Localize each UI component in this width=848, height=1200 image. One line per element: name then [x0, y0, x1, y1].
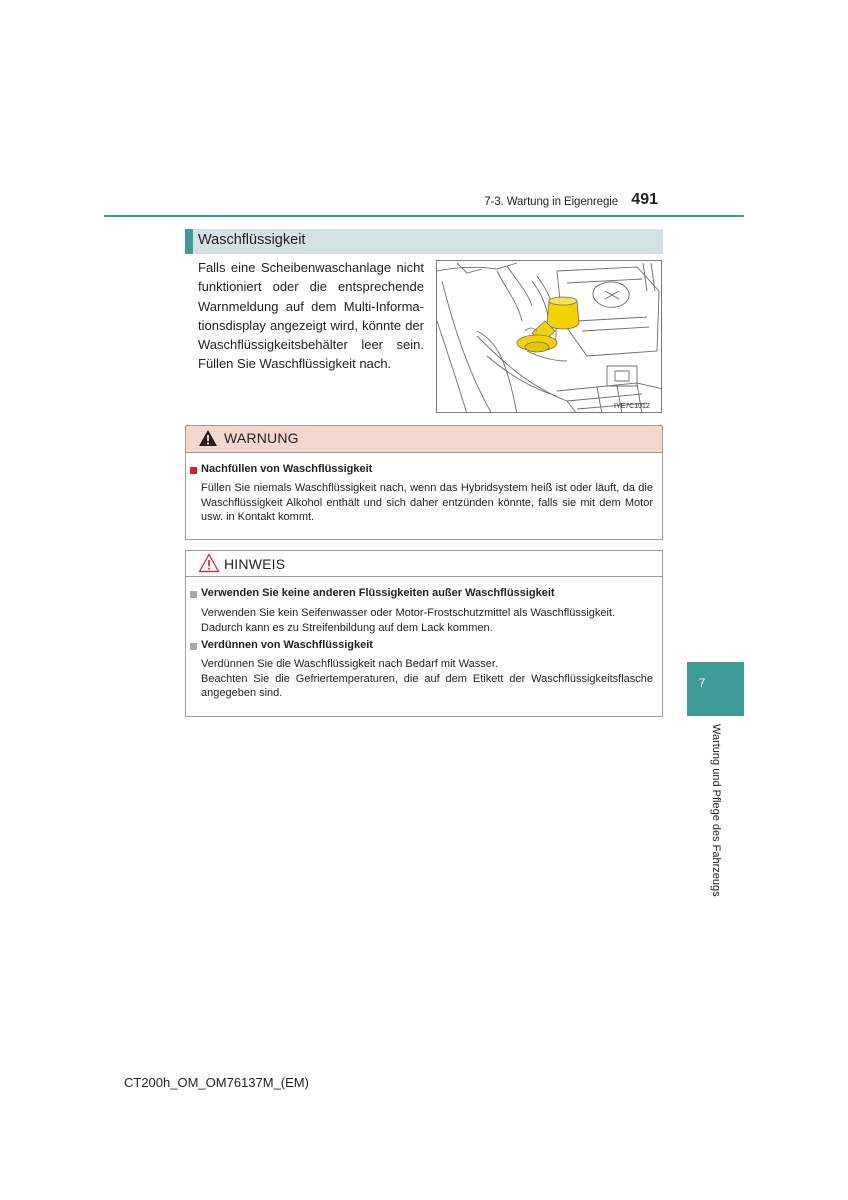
note-bullet: [190, 591, 197, 598]
warning-item-title: Nachfüllen von Waschflüssigkeit: [201, 463, 373, 475]
note-title: HINWEIS: [224, 556, 286, 572]
note-item-title: Verdünnen von Waschflüssigkeit: [201, 639, 373, 651]
warning-triangle-icon: [198, 429, 218, 452]
caution-triangle-icon: [198, 553, 220, 578]
note-item-text: [201, 657, 653, 701]
note-line: Verwenden Sie kein Seifenwasser oder Motor-Frostschutzmittel als Waschflüssigkeit.: [201, 607, 616, 619]
note-item-title: Verwenden Sie keine anderen Flüssigkeiten außer Waschflüssigkeit: [201, 587, 555, 599]
section-heading-accent: [185, 229, 193, 254]
warning-line: usw. in Kontakt kommt.: [201, 511, 315, 524]
intro-line: funktioniert oder die entsprechende: [198, 279, 424, 295]
note-line: Beachten Sie die Gefriertemperaturen, die auf dem Etikett der Waschflüssigkeitsflasche: [201, 672, 653, 685]
note-line: Dadurch kann es zu Streifenbildung auf dem Lack kommen.: [201, 621, 493, 634]
intro-line: Warnmeldung auf dem Multi-Informa-: [198, 298, 424, 314]
note-line: angegeben sind.: [201, 687, 283, 700]
intro-paragraph: [198, 258, 424, 374]
note-item-text: [201, 606, 653, 635]
intro-line: tionsdisplay angezeigt wird, könnte der: [198, 317, 424, 333]
chapter-number: 7: [698, 676, 706, 690]
chapter-title: Wartung und Pflege des Fahrzeugs: [710, 724, 722, 897]
section-title: Waschflüssigkeit: [198, 232, 306, 248]
engine-bay-drawing: [437, 261, 662, 413]
document-code: CT200h_OM_OM76137M_(EM): [124, 1075, 309, 1090]
warning-line: Waschflüssigkeit Alkohol enthält und sich daher entzünden könnte, falls sie mit dem Motor: [201, 496, 653, 509]
note-line: Verdünnen Sie die Waschflüssigkeit nach Bedarf mit Wasser.: [201, 658, 498, 670]
warning-item-text: [201, 481, 653, 525]
figure-code: IYE7C1012: [614, 403, 650, 410]
note-header-divider: [186, 576, 662, 577]
note-bullet: [190, 643, 197, 650]
intro-line: Falls eine Scheibenwaschanlage nicht: [198, 260, 424, 275]
page-number: 491: [631, 191, 658, 208]
section-reference: 7-3. Wartung in Eigenregie: [484, 196, 618, 208]
intro-line: Waschflüssigkeitsbehälter leer sein.: [198, 337, 424, 353]
warning-line: Füllen Sie niemals Waschflüssigkeit nach, wenn das Hybridsystem heiß ist oder läuft, da die: [201, 482, 653, 494]
engine-bay-illustration: [436, 260, 662, 413]
intro-line: Füllen Sie Waschflüssigkeit nach.: [198, 356, 392, 372]
warning-bullet: [190, 467, 197, 474]
header-divider: [104, 215, 744, 217]
warning-title: WARNUNG: [224, 430, 299, 446]
